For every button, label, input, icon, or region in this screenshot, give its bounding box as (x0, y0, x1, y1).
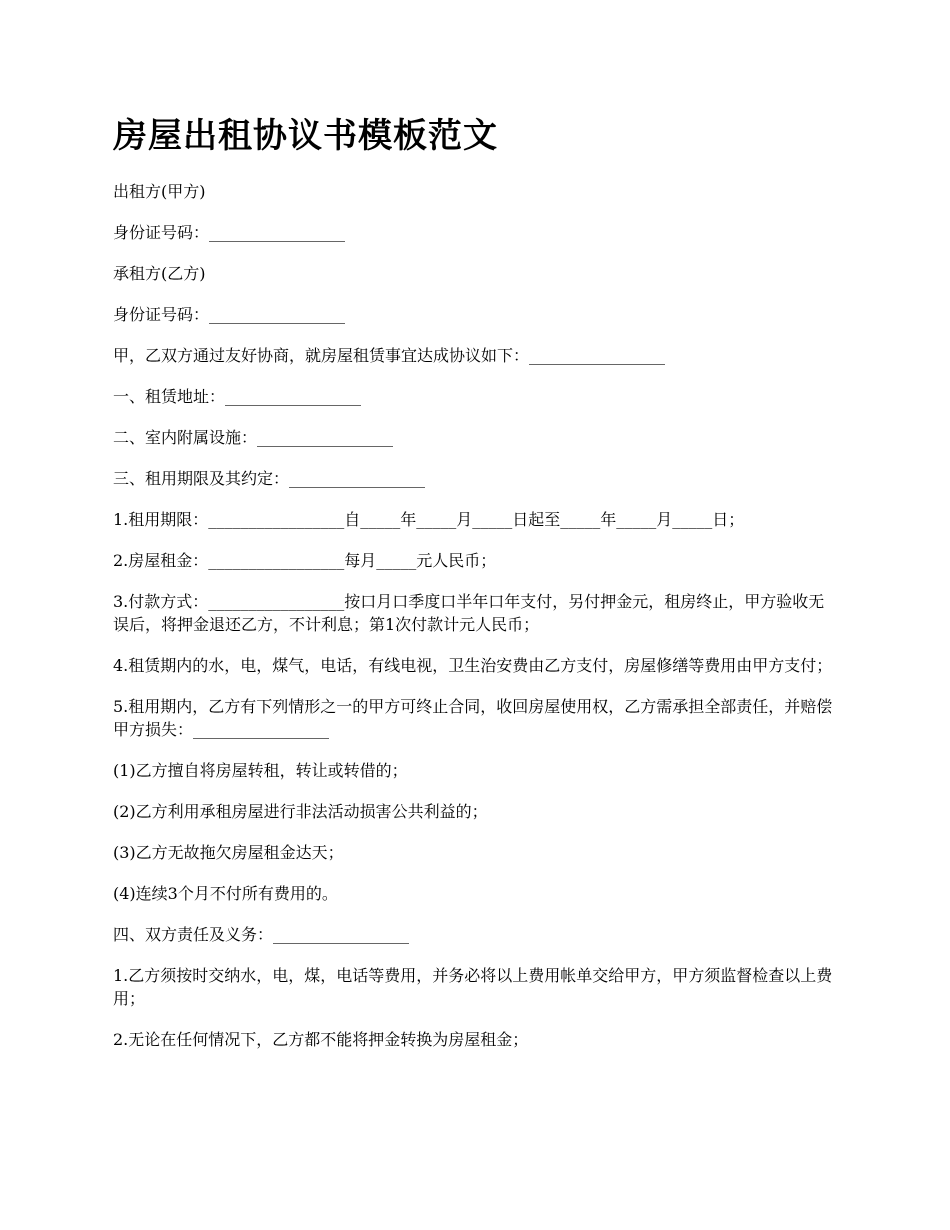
responsibility-clause-1: 1.乙方须按时交纳水，电，煤，电话等费用，并务必将以上费用帐单交给甲方，甲方须监督检查以上费用； (113, 966, 833, 1008)
clause-payment-method: 3.付款方式：_________________按口月口季度口半年口年支付，另付押金元，租房终止，甲方验收无误后，将押金退还乙方，不计利息；第1次付款计元人民币； (113, 592, 825, 634)
clause-rent: 2.房屋租金：_________________每月_____元人民币； (113, 551, 497, 570)
document-title: 房屋出租协议书模板范文 (113, 116, 498, 156)
paragraph-agreement-intro: 甲，乙双方通过友好协商，就房屋租赁事宜达成协议如下：_________________ (113, 346, 666, 365)
paragraph-lessor: 出租方(甲方) (113, 182, 206, 201)
section-lease-term: 三、租用期限及其约定：_________________ (113, 469, 426, 488)
section-facilities: 二、室内附属设施：_________________ (113, 428, 394, 447)
document-page (113, 108, 838, 1069)
termination-case-4: (4)连续3个月不付所有费用的。 (113, 884, 338, 903)
section-responsibilities: 四、双方责任及义务：_________________ (113, 925, 410, 944)
paragraph-lessee-id: 身份证号码：_________________ (113, 305, 346, 324)
paragraph-lessee: 承租方(乙方) (113, 264, 206, 283)
paragraph-lessor-id: 身份证号码：_________________ (113, 223, 346, 242)
termination-case-3: (3)乙方无故拖欠房屋租金达天； (113, 843, 344, 862)
clause-termination: 5.租用期内，乙方有下列情形之一的甲方可终止合同，收回房屋使用权，乙方需承担全部责任，并赔偿甲方损失：_________________ (113, 697, 833, 739)
clause-lease-period: 1.租用期限：_________________自_____年_____月_____日起至_____年_____月_____日； (113, 510, 745, 529)
section-lease-address: 一、租赁地址：_________________ (113, 387, 362, 406)
clause-utilities: 4.租赁期内的水，电，煤气，电话，有线电视，卫生治安费由乙方支付，房屋修缮等费用由甲方支付； (113, 656, 833, 675)
responsibility-clause-2: 2.无论在任何情况下，乙方都不能将押金转换为房屋租金； (113, 1030, 529, 1049)
termination-case-1: (1)乙方擅自将房屋转租，转让或转借的； (113, 761, 408, 780)
termination-case-2: (2)乙方利用承租房屋进行非法活动损害公共利益的； (113, 802, 488, 821)
